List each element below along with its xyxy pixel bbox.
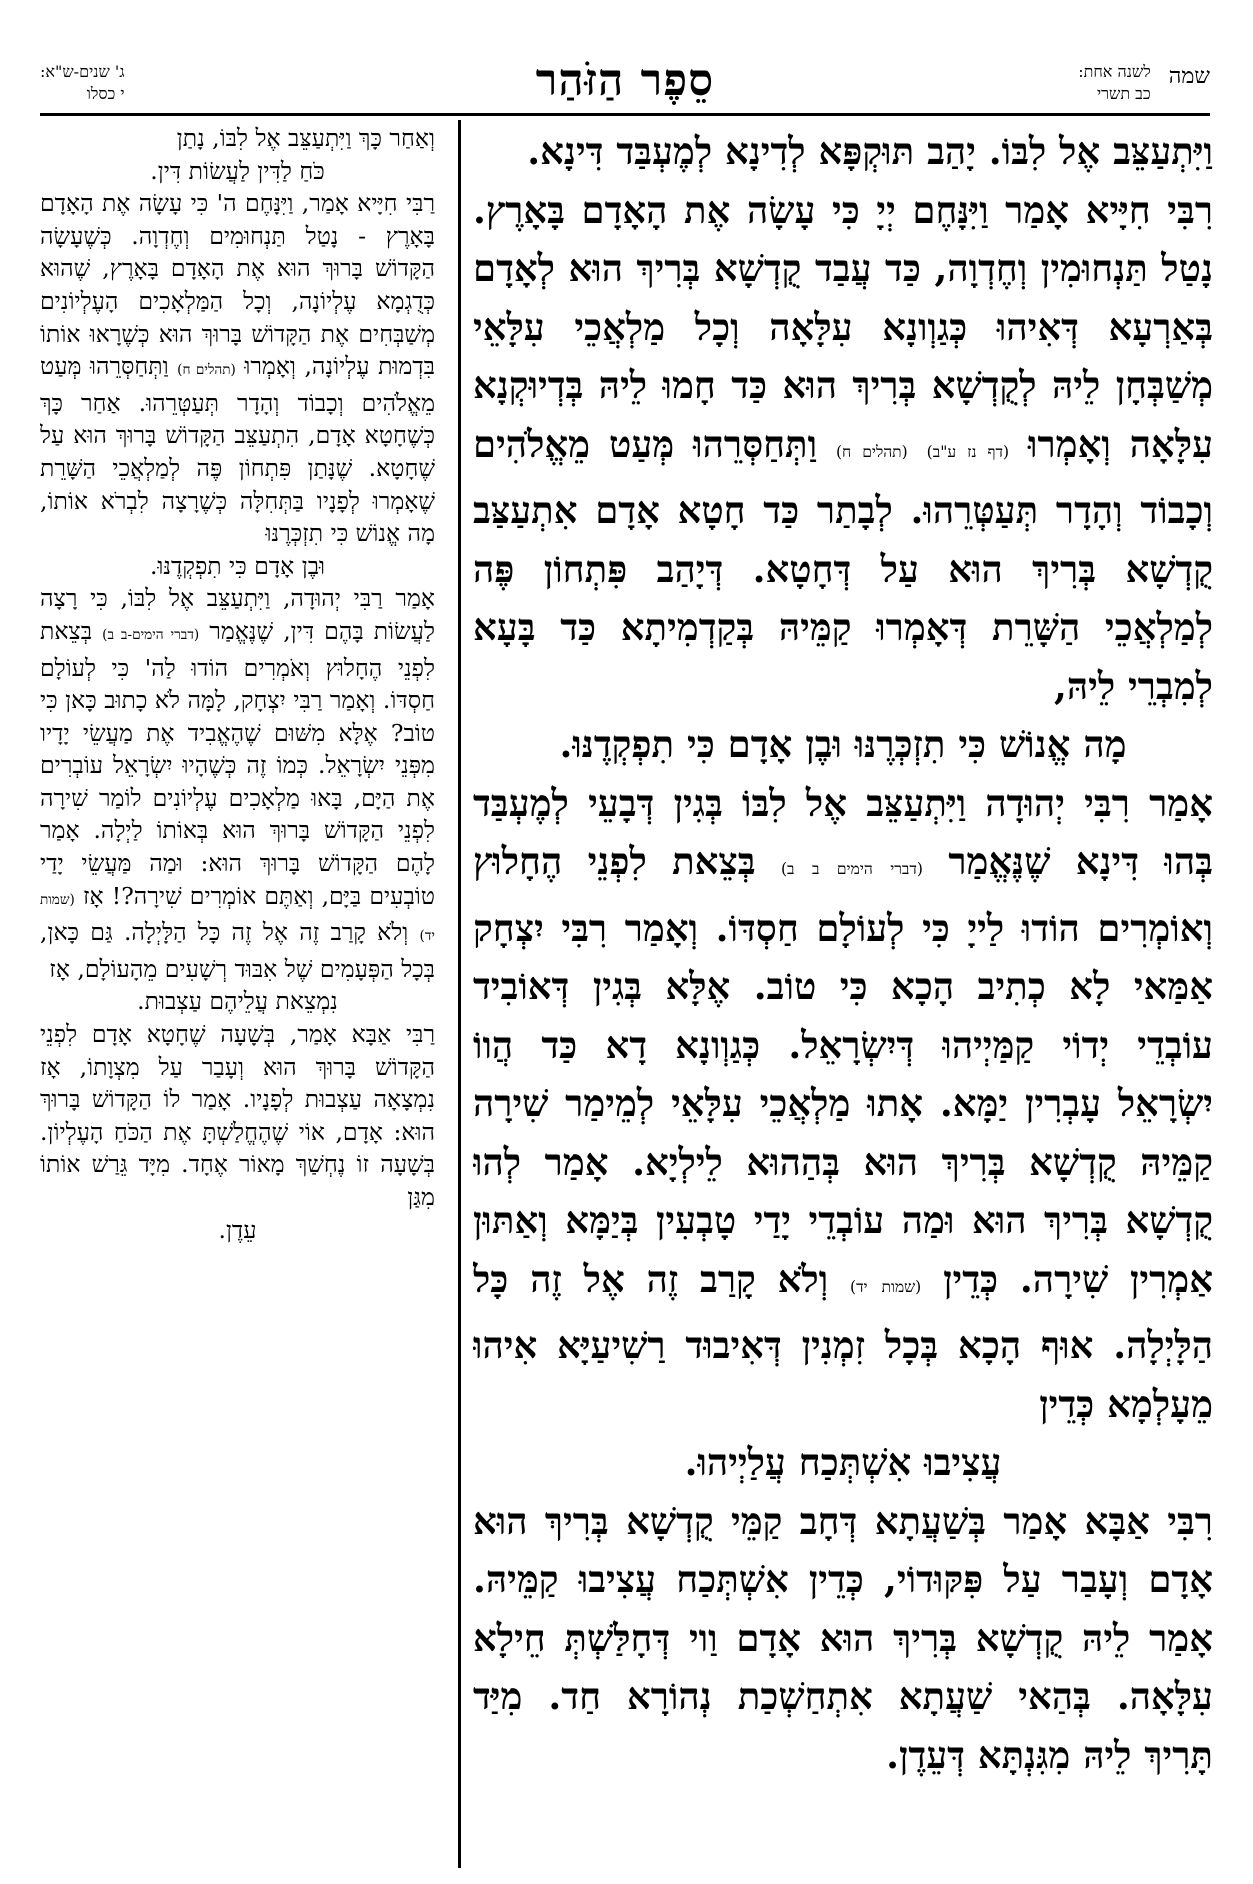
aramaic-text: וַתְּחַסְּרֵהוּ מְּעַט מֵאֱלֹהִים וְכָבוֹד וְהָדָר תְּעַטְּרֵהוּ. לְבָתַר כַּד חָטָא אָדָם אִתְעַצַּב קֻדְשָׁא בְּרִיךְ הוּא עַל דְּחָטָא. דְּיָהַב פִּתְחוֹן פֶּה לְמַלְאֲכֵי הַשָּׁרֵת דְּאָמְרוּ קַמֵּיהּ בְּקַדְמִיתָא כַּד בָּעָא לְמִבְרֵי לֵיהּ, (473, 421, 1213, 708)
aramaic-text: וְלֹא קָרַב זֶה אֶל זֶה כָּל הַלָּיְלָה. אוּף הָכָא בְּכָל זִמְנִין דְּאִיבוּד רַשִׁיעַיָּא אִיהוּ מֵעָלְמָא כְּדֵין (473, 1256, 1213, 1426)
hebrew-text: אָמַר רַבִּי יְהוּדָה, וַיִּתְעַצֵּב אֶל לִבּוֹ, כִּי רָצָה לַעֲשׂוֹת בָּהֶם דִּין, שֶׁנֶּאֱמַר (40, 584, 435, 645)
hebrew-text: רַבִּי אַבָּא אָמַר, בְּשָׁעָה שֶׁחָטָא אָדָם לִפְנֵי הַקָּדוֹשׁ בָּרוּךְ הוּא וְעָבַר עַל מִצְוָתוֹ, אָז נִמְצָאָה עַצְבוּת לְפָנָיו. אָמַר לוֹ הַקָּדוֹשׁ בָּרוּךְ הוּא: אָדָם, אוֹי שֶׁהֶחֱלַשְׁתָּ אֶת הַכֹּחַ הָעֶלְיוֹן. בְּשָׁעָה זוֹ נֶחְשַׁךְ מָאוֹר אֶחָד. מִיָּד גֵּרַשׁ אוֹתוֹ מִגַּן (40, 1020, 435, 1211)
aramaic-paragraph-4 (473, 1492, 1213, 1785)
hebrew-paragraph-4-end (40, 1214, 435, 1247)
aramaic-paragraph-3 (473, 774, 1213, 1434)
aramaic-paragraph-3-end (473, 1433, 1213, 1492)
hebrew-paragraph-2 (40, 187, 435, 550)
header-right (1078, 55, 1210, 105)
hebrew-paragraph-1 (40, 122, 435, 155)
verse-reference: (שמות יד) (850, 1277, 922, 1296)
cycle-date-line2: י כסלו (86, 84, 125, 103)
page-number: שמה (1168, 64, 1210, 89)
hebrew-text: רַבִּי חִיָּיא אָמַר, וַיִּנָּחֶם ה' כִּי עָשָׂה אֶת הָאָדָם בָּאָרֶץ - נָטַל תַּנְחוּמִים וְחֶדְוָה. כְּשֶׁעָשָׂה הַקָּדוֹשׁ בָּרוּךְ הוּא אֶת הָאָדָם בָּאָרֶץ, שֶׁהוּא כְּדֻגְמָא עֶלְיוֹנָה, וְכָל הַמַּלְאָכִים הָעֶלְיוֹנִים מְשַׁבְּחִים אֶת הַקָּדוֹשׁ בָּרוּךְ הוּא כְּשֶׁרָאוּ אוֹתוֹ בִּדְמוּת עֶלְיוֹנָה, וְאָמְרוּ (40, 189, 435, 381)
hebrew-text: וַתְּחַסְּרֵהוּ מְּעַט מֵאֱלֹהִים וְכָבוֹד וְהָדָר תְּעַטְּרֵהוּ. אַחַר כָּךְ כְּשֶׁחָטָא אָדָם, הִתְעַצֵּב הַקָּדוֹשׁ בָּרוּךְ הוּא עַל שֶׁחָטָא. שֶׁנָּתַן פִּתְחוֹן פֶּה לְמַלְאֲכֵי הַשָּׁרֵת שֶׁאָמְרוּ לְפָנָיו בַּתְּחִלָּה כְּשֶׁרָצָה לִבְרֹא אוֹתוֹ, מָה אֱנוֹשׁ כִּי תִזְכְּרֶנּוּ (40, 352, 435, 548)
aramaic-paragraph-2 (473, 181, 1213, 716)
verse-reference: (שמות יד) (40, 891, 435, 945)
aramaic-text: אָמַר רִבִּי יְהוּדָה וַיִּתְעַצֵּב אֶל לִבּוֹ בְּגִין דְּבָעֵי לְמֶעְבַּד בְּהוּ דִּינָא שֶׁנֶּאֱמַר (473, 780, 1213, 883)
hebrew-text: וּבֶן אָדָם כִּי תִפְקְדֶנּוּ. (149, 551, 326, 580)
hebrew-text: וְלֹא קָרַב זֶה אֶל זֶה כָּל הַלָּיְלָה. גַּם כָּאן, בְּכָל הַפְּעָמִים שֶׁל אִבּוּד רְשָׁעִים מֵהָעוֹלָם, אָז (40, 918, 435, 983)
aramaic-text: רִבִּי חִיָּיא אָמַר וַיִּנָּחֶם יְיָ כִּי עָשָׂה אֶת הָאָדָם בָּאָרֶץ. נָטַל תַּנְחוּמִין וְחֶדְוָה, כַּד עֲבַד קֻדְשָׁא בְּרִיךְ הוּא לְאָדָם בְּאַרְעָא דְּאִיהוּ כְּגַוְונָא עִלָּאָה וְכָל מַלְאֲכֵי עִלָּאֵי מְשַׁבְּחָן לֵיהּ לְקֻדְשָׁא בְּרִיךְ הוּא כַּד חָמוּ לֵיהּ בְּדְיוּקְנָא עִלָּאָה וְאָמְרוּ (473, 187, 1213, 466)
aramaic-text: וַיִּתְעַצֵּב אֶל לִבּוֹ. יָהַב תּוּקְפָּא לְדִינָא לְמֶעְבַּד דִּינָא. (527, 129, 1213, 173)
aramaic-text: רִבִּי אַבָּא אָמַר בְּשַׁעֲתָא דְּחָב קַמֵּי קֻדְשָׁא (626, 1498, 1213, 1543)
aramaic-text: בְּצֵאת לִפְנֵי הֶחָלוּץ וְאוֹמְרִים הוֹדוּ לַייָ כִּי לְעוֹלָם חַסְדּוֹ. וְאָמַר רִבִּי יִצְחָק אַמַּאי לָא כְתִיב הָכָא כִּי טוֹב. אֶלָּא בְּגִין דְּאוֹבִיד עוֹבְדֵי יְדוֹי קַמַּיְיהוּ דְּיִשְׂרָאֵל. כְּגַוְונָא דָא כַּד הֲווֹ יִשְׂרָאֵל עָבְרִין יַמָּא. אָתוּ מַלְאֲכֵי עִלָּאֵי לְמֵימַר שִׁירָה קַמֵּיהּ קֻדְשָׁא בְּרִיךְ הוּא בְּהַהוּא לֵילְיָא. אָמַר לְהוּ קֻדְשָׁא בְּרִיךְ הוּא וּמַה עוֹבְדֵי יָדַי טָבְעִין בְּיַמָּא וְאַתּוּן אַמְרִין שִׁירָה. כְּדֵין (473, 839, 1213, 1301)
aramaic-verse-line (473, 715, 1213, 774)
hebrew-text: בְּצֵאת לִפְנֵי הֶחָלוּץ וְאֹמְרִים הוֹדוּ לַה' כִּי לְעוֹלָם חַסְדּוֹ. וְאָמַר רַבִּי יִצְחָק, לָמָּה לֹא כָתוּב כָּאן כִּי טוֹב? אֶלָּא מִשּׁוּם שֶׁהֶאֱבִיד אֶת מַעֲשֵׂי יָדָיו מִפְּנֵי יִשְׂרָאֵל. כְּמוֹ זֶה כְּשֶׁהָיוּ יִשְׂרָאֵל עוֹבְרִים אֶת הַיָּם, בָּאוּ מַלְאָכִים עֶלְיוֹנִים לוֹמַר שִׁירָה לִפְנֵי הַקָּדוֹשׁ בָּרוּךְ הוּא בְּאוֹתוֹ לַיְלָה. אָמַר לָהֶם הַקָּדוֹשׁ בָּרוּךְ הוּא: וּמַה מַּעֲשֵׂי יָדַי טוֹבְעִים בַּיָּם, וְאַתֶּם אוֹמְרִים שִׁירָה?! אָז (40, 616, 435, 910)
header-rule (40, 113, 1210, 116)
column-divider (458, 120, 461, 1868)
book-title: סֵפֶר הַזֹּהַר (535, 55, 715, 106)
study-date-line2: כב תשרי (1096, 84, 1151, 103)
hebrew-text: כֹּחַ לַדִּין לַעֲשׂוֹת דִּין. (150, 156, 325, 185)
aramaic-column (473, 122, 1213, 1862)
hebrew-paragraph-1-end (40, 155, 435, 188)
cycle-date (40, 61, 125, 105)
hebrew-paragraph-3-end (40, 985, 435, 1018)
hebrew-paragraph-3 (40, 582, 435, 985)
hebrew-paragraph-4 (40, 1018, 435, 1214)
hebrew-text: עֵדֶן. (218, 1215, 257, 1244)
verse-reference: (דברי הימים ב ב) (781, 860, 923, 878)
hebrew-text: וְאַחַר כָּךְ וַיִּתְעַצֵּב אֶל לִבּוֹ, נָתַן (176, 124, 435, 152)
verse-reference: (תהלים ח) (835, 442, 908, 461)
page-header (40, 55, 1210, 115)
aramaic-text: בְּרִיךְ הוּא אָדָם וְעָבַר עַל פִּקּוּדוֹי, כְּדֵין אִשְׁתְּכַח עֲצִיבוּ קַמֵּיהּ. אָמַר לֵיהּ קֻדְשָׁא בְּרִיךְ הוּא אָדָם וַוי דְּחָלַּשְׁתְּ חֵילָא עִלָּאָה. בְּהַאי שַׁעֲתָא אִתְחַשְׁכַת נְהוֹרָא חַד. מִיַּד תָּרִיךְ לֵיהּ מִגִּנְתָּא דְּעֵדֶן. (473, 1498, 1213, 1777)
verse-reference: (דברי הימים-ב ב) (102, 626, 200, 643)
aramaic-text: עֲצִיבוּ אִשְׁתְּכַח עֲלַיְיהוּ. (684, 1440, 1002, 1484)
hebrew-translation-column (40, 122, 435, 1862)
study-date-line1: לשנה אחת: (1078, 62, 1151, 81)
aramaic-text: מָה אֱנוֹשׁ כִּי תִזְכְּרֶנּוּ וּבֶן אָדָם כִּי תִפְקְדֶנּוּ. (559, 722, 1127, 766)
hebrew-paragraph-2-end (40, 550, 435, 583)
hebrew-text: נִמְצֵאת עֲלֵיהֶם עַצְבוּת. (137, 987, 338, 1016)
cycle-date-line1: ג' שנים-ש"א: (40, 62, 125, 81)
verse-reference: (תהלים ח) (177, 362, 236, 379)
page-reference: (דף נז ע"ב) (926, 442, 1010, 461)
study-date (1078, 55, 1151, 105)
aramaic-paragraph-1 (473, 122, 1213, 181)
